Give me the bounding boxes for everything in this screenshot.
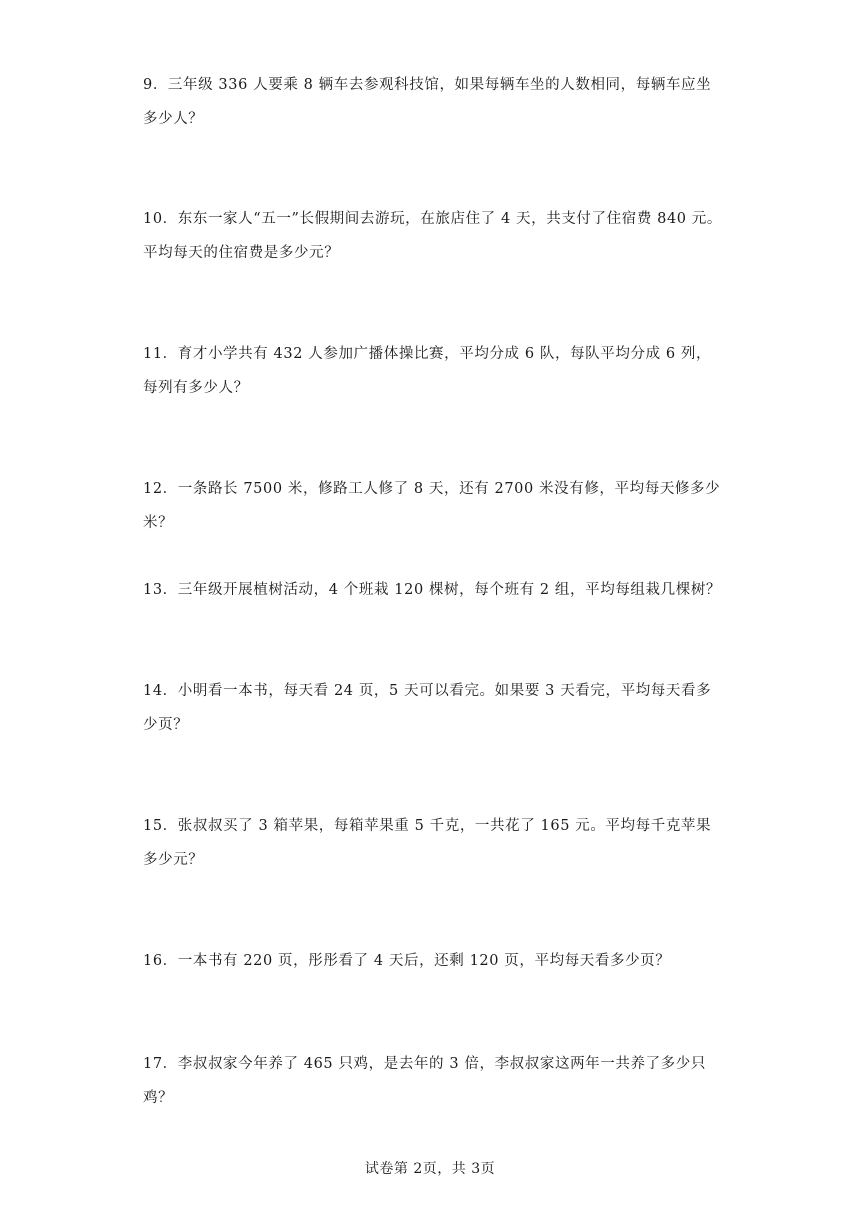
question-17: 17．李叔叔家今年养了 465 只鸡，是去年的 3 倍，李叔叔家这两年一共养了多少只鸡？ [143, 1056, 706, 1106]
question-15: 15．张叔叔买了 3 箱苹果，每箱苹果重 5 千克，一共花了 165 元。平均每千克苹果多少元？ [143, 818, 712, 868]
question-16: 16．一本书有 220 页，彤彤看了 4 天后，还剩 120 页，平均每天看多少页？ [143, 953, 671, 969]
question-11: 11．育才小学共有 432 人参加广播体操比赛，平均分成 6 队，每队平均分成 6 列，每列有多少人？ [143, 346, 712, 396]
question-14: 14．小明看一本书，每天看 24 页，5 天可以看完。如果要 3 天看完，平均每天看多少页？ [143, 683, 712, 733]
question-10: 10．东东一家人“五一”长假期间去游玩，在旅店住了 4 天，共支付了住宿费 840 元。平均每天的住宿费是多少元？ [143, 211, 723, 261]
question-9: 9．三年级 336 人要乘 8 辆车去参观科技馆，如果每辆车坐的人数相同，每辆车应坐多少人？ [143, 77, 712, 127]
question-13: 13．三年级开展植树活动，4 个班栽 120 棵树，每个班有 2 组，平均每组栽几棵树？ [143, 582, 722, 598]
question-12: 12．一条路长 7500 米，修路工人修了 8 天，还有 2700 米没有修，平均每天修多少米？ [143, 481, 721, 531]
page-footer: 试卷第 2页，共 3页 [364, 1161, 496, 1177]
